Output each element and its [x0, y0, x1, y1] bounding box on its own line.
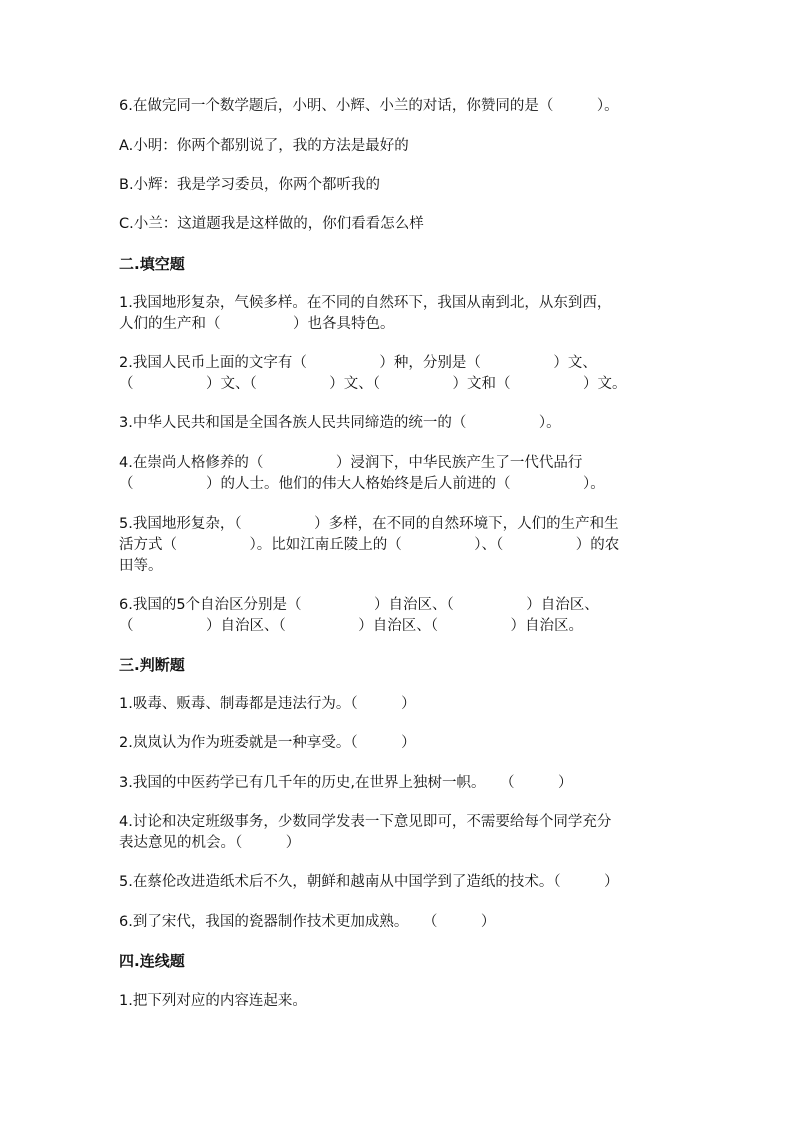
fill-q1-line2: 人们的生产和（ ）也各具特色。 — [119, 316, 395, 332]
fill-q5-line1: 5.我国地形复杂，（ ）多样，在不同的自然环境下，人们的生产和生 — [119, 516, 619, 532]
option-b: B.小辉：我是学习委员，你两个都听我的 — [119, 177, 381, 193]
fill-q5-line2: 活方式（ ）。比如江南丘陵上的（ ）、（ ）的农 — [119, 537, 620, 553]
judge-q3: 3.我国的中医药学已有几千年的历史,在世界上独树一帜。 （ ） — [119, 775, 573, 791]
judge-q2: 2.岚岚认为作为班委就是一种享受。（ ） — [119, 735, 416, 751]
fill-q5-line3: 田等。 — [119, 558, 163, 574]
fill-q4-line2: （ ）的人士。他们的伟大人格始终是后人前进的（ ）。 — [119, 476, 605, 492]
section-2-heading: 二.填空题 — [119, 255, 185, 273]
judge-q4-line1: 4.讨论和决定班级事务，少数同学发表一下意见即可，不需要给每个同学充分 — [119, 814, 612, 830]
option-c: C.小兰：这道题我是这样做的，你们看看怎么样 — [119, 216, 424, 232]
judge-q5: 5.在蔡伦改进造纸术后不久，朝鲜和越南从中国学到了造纸的技术。（ ） — [119, 874, 619, 890]
fill-q1-line1: 1.我国地形复杂，气候多样。在不同的自然环下，我国从南到北，从东到西， — [119, 295, 612, 311]
judge-q6: 6.到了宋代，我国的瓷器制作技术更加成熟。 （ ） — [119, 914, 496, 930]
match-q1: 1.把下列对应的内容连起来。 — [119, 993, 307, 1009]
section-3-heading: 三.判断题 — [119, 656, 185, 674]
question-6-stem: 6.在做完同一个数学题后，小明、小辉、小兰的对话，你赞同的是（ ）。 — [119, 98, 619, 114]
fill-q2-line1: 2.我国人民币上面的文字有（ ）种，分别是（ ）文、 — [119, 355, 597, 371]
fill-q6-line1: 6.我国的5个自治区分别是（ ）自治区、（ ）自治区、 — [119, 597, 599, 613]
fill-q3-line1: 3.中华人民共和国是全国各族人民共同缔造的统一的（ ）。 — [119, 415, 561, 431]
judge-q1: 1.吸毒、贩毒、制毒都是违法行为。（ ） — [119, 696, 416, 712]
section-4-heading: 四.连线题 — [119, 952, 185, 970]
fill-q6-line2: （ ）自治区、（ ）自治区、（ ）自治区。 — [119, 618, 583, 634]
fill-q4-line1: 4.在崇尚人格修养的（ ）浸润下，中华民族产生了一代代品行 — [119, 455, 583, 471]
option-a: A.小明：你两个都别说了，我的方法是最好的 — [119, 138, 409, 154]
judge-q4-line2: 表达意见的机会。（ ） — [119, 835, 301, 851]
fill-q2-line2: （ ）文、（ ）文、（ ）文和（ ）文。 — [119, 376, 627, 392]
